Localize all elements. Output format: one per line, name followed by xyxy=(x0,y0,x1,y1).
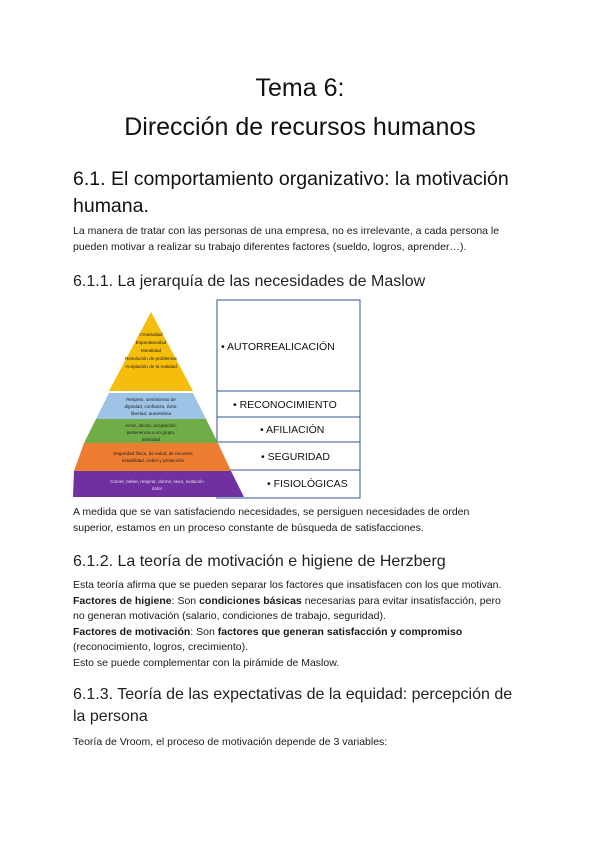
level-desc-line: Seguridad física, de salud, de recursos xyxy=(113,451,193,456)
section-6-1-heading-line2: humana. xyxy=(73,195,149,217)
pyramid-level-description xyxy=(124,397,177,416)
level-desc-line: Comer, beber, respirar, dormir, sexo, evitación xyxy=(110,479,204,484)
pyramid-label-seguridad: • SEGURIDAD xyxy=(261,451,331,463)
section-6-1-heading xyxy=(73,166,543,220)
pyramid-label-fisiologicas: • FISIOLÓGICAS xyxy=(267,478,348,490)
pyramid-level-seguridad xyxy=(74,443,231,471)
section-6-1-heading-line1: 6.1. El comportamiento organizativo: la motivación xyxy=(73,168,509,190)
paragraph-line: superior, estamos en un proceso constante de búsqueda de satisfacciones. xyxy=(73,521,424,534)
paragraph-line: no generan motivación (salario, condiciones de trabajo, seguridad). xyxy=(73,610,386,622)
section-6-1-3-heading-line1: 6.1.3. Teoría de las expectativas de la equidad: percepción de xyxy=(73,686,513,703)
level-desc-line: Creatividad xyxy=(139,332,163,337)
hygiene-separator: : Son xyxy=(171,594,200,607)
hygiene-emphasis: condiciones básicas xyxy=(199,594,302,607)
section-6-1-1-heading: 6.1.1. La jerarquía de las necesidades de Maslow xyxy=(73,273,426,290)
document-title-line2: Dirección de recursos humanos xyxy=(124,113,476,141)
level-desc-line: Aceptación de la realidad xyxy=(125,364,177,369)
document-title-line1: Tema 6: xyxy=(255,74,345,102)
level-desc-line: Resolución de problemas xyxy=(125,356,177,361)
hygiene-rest: necesarias para evitar insatisfacción, pero xyxy=(301,594,501,607)
level-desc-line: estabilidad, orden y protección xyxy=(121,458,185,463)
paragraph-line: (reconocimiento, logros, crecimiento). xyxy=(73,641,249,653)
motivation-factors-line xyxy=(73,625,533,641)
section-6-1-1-paragraph xyxy=(73,505,533,536)
hygiene-factors-label: Factores de higiene xyxy=(73,594,172,607)
level-desc-line: intimidad xyxy=(141,437,161,442)
pyramid-label-afiliacion: • AFILIACIÓN xyxy=(260,424,325,436)
section-6-1-3-paragraph: Teoría de Vroom, el proceso de motivación depende de 3 variables: xyxy=(73,736,388,748)
paragraph-line: pueden motivar a realizar su trabajo diferentes factores (sueldo, logros, aprender…). xyxy=(73,240,467,253)
motivation-factors-label: Factores de motivación xyxy=(73,625,191,638)
paragraph-line: Esta teoría afirma que se pueden separar los factores que insatisfacen con los que motivan. xyxy=(73,579,502,591)
level-desc-line: Espontaneidad xyxy=(135,340,167,345)
section-6-1-2-heading: 6.1.2. La teoría de motivación e higiene de Herzberg xyxy=(73,553,446,570)
level-desc-line: Respeto, sentimiento de xyxy=(126,397,176,402)
hygiene-factors-line xyxy=(73,594,533,610)
level-desc-line: dolor xyxy=(151,486,163,491)
section-6-1-paragraph xyxy=(73,224,533,255)
level-desc-line: pertenencia a un grupo, xyxy=(126,430,176,435)
section-6-1-3-heading-line2: la persona xyxy=(73,708,148,725)
level-desc-line: Moralidad xyxy=(140,348,162,353)
paragraph-line: Esto se puede complementar con la pirámide de Maslow. xyxy=(73,656,340,669)
pyramid-label-reconocimiento: • RECONOCIMIENTO xyxy=(233,399,337,411)
level-desc-line: libertad, autoestima xyxy=(130,411,172,416)
section-6-1-3-heading xyxy=(73,684,543,728)
level-desc-line: Amor, afecto, aceptación, xyxy=(125,423,177,428)
motivation-separator: : Son xyxy=(190,625,218,638)
pyramid-level-fisiologicas xyxy=(73,471,244,497)
paragraph-line: La manera de tratar con las personas de una empresa, no es irrelevante, a cada persona le xyxy=(73,225,500,237)
level-desc-line: dignidad, confianza, éxito, xyxy=(124,404,178,409)
maslow-pyramid-diagram xyxy=(73,298,363,500)
motivation-emphasis: factores que generan satisfacción y compromiso xyxy=(217,625,463,638)
pyramid-label-autorrealizacion: • AUTORREALICACIÓN xyxy=(221,341,335,353)
section-6-1-2-body xyxy=(73,578,533,671)
paragraph-line: A medida que se van satisfaciendo necesidades, se persiguen necesidades de orden xyxy=(73,506,470,518)
